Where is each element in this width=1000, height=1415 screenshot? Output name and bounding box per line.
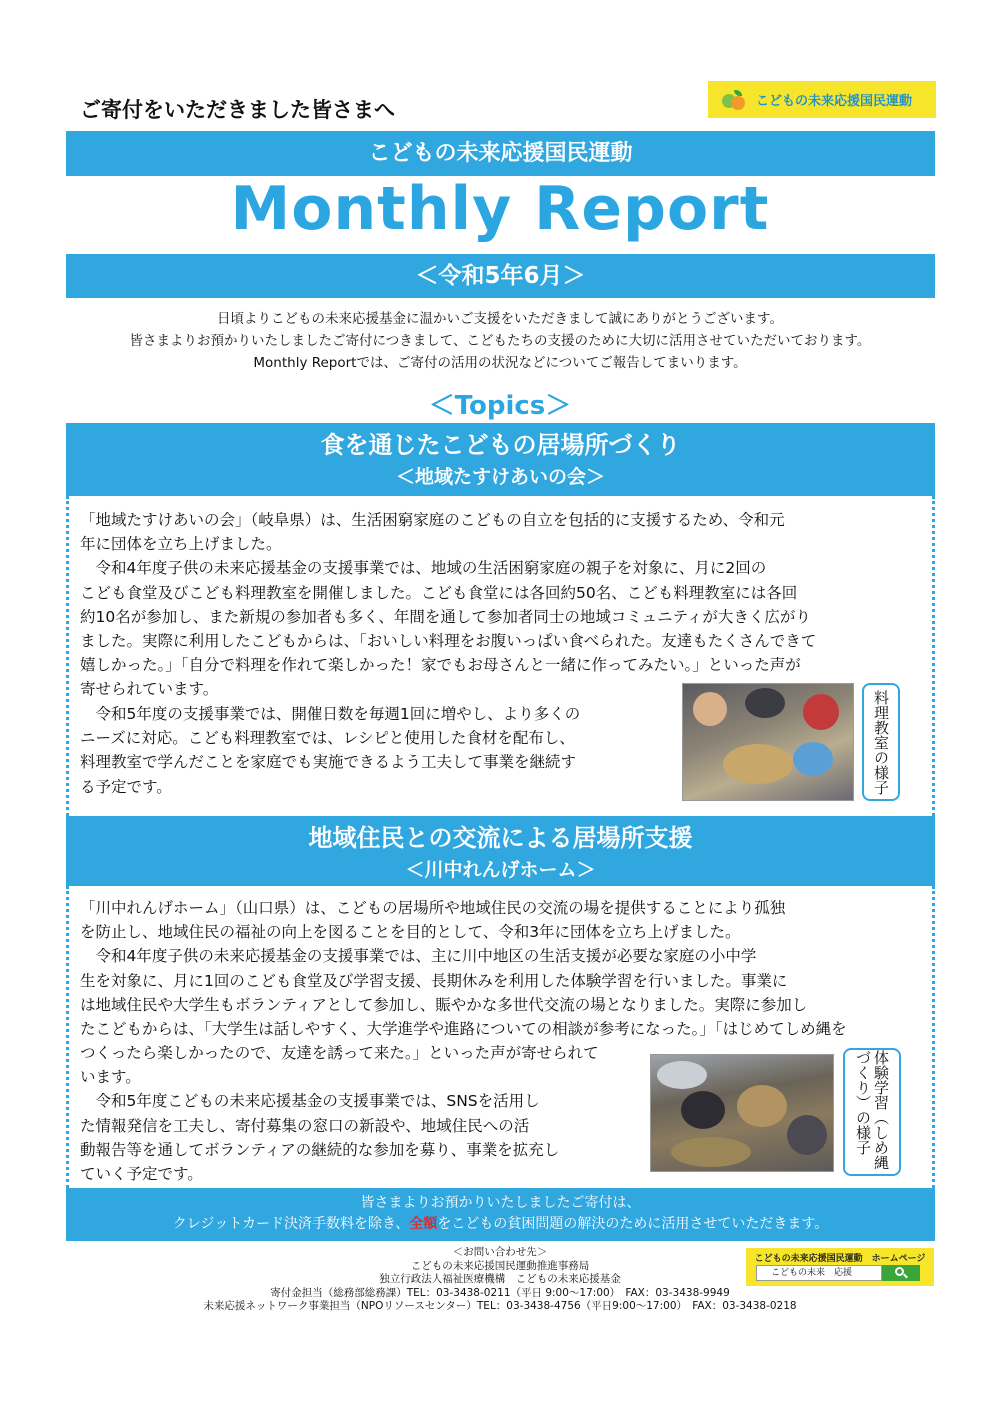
- homepage-search-banner[interactable]: [746, 1248, 934, 1286]
- search-button[interactable]: [882, 1265, 920, 1281]
- section1-title: 食を通じたこどもの居場所づくり: [320, 431, 681, 459]
- text-line: こども食堂及びこども料理教室を開催しました。こども食堂には各回約50名、こども料理教室には各回: [80, 583, 798, 602]
- contact-network: 未来応援ネットワーク事業担当（NPOリソースセンター）TEL：03-3438-4756（平日9:00～17:00） FAX：03-3438-0218: [203, 1300, 797, 1312]
- logo-icon: [722, 90, 748, 110]
- org-band: こどもの未来応援国民運動: [66, 131, 935, 176]
- section1-header: [66, 423, 935, 496]
- text-line: 「地域たすけあいの会」（岐阜県）は、生活困窮家庭のこどもの自立を包括的に支援するため、令和元: [80, 511, 785, 529]
- text-line: ました。実際に利用したこどもからは、「おいしい料理をお腹いっぱい食べられた。友達もたくさんできて: [80, 632, 817, 651]
- text-line: 令和4年度子供の未来応援基金の支援事業では、主に川中地区の生活支援が必要な家庭の小中学: [80, 947, 757, 966]
- cooking-class-photo: [682, 683, 854, 801]
- text-line: る予定です。: [80, 777, 172, 796]
- cooking-class-caption: 料理教室の様子: [862, 683, 900, 801]
- footer-line2-after: をこどもの貧困問題の解決のために活用させていただきます。: [437, 1216, 829, 1232]
- intro-text: [40, 308, 960, 374]
- section2-paragraph-a: [80, 896, 920, 1041]
- homepage-label: こどもの未来応援国民運動 ホームページ: [754, 1254, 926, 1264]
- footer-line2: [66, 1214, 935, 1235]
- intro-line: Monthly Reportでは、ご寄付の活用の状況などについてご報告してまいります。: [253, 355, 747, 371]
- text-line: 令和4年度子供の未来応援基金の支援事業では、地域の生活困窮家庭の親子を対象に、月に2回の: [80, 559, 767, 578]
- section2-paragraph-b: [80, 1041, 640, 1186]
- text-line: 令和5年度こどもの未来応援基金の支援事業では、SNSを活用し: [80, 1092, 540, 1111]
- greeting-heading: ご寄付をいただきました皆さまへ: [80, 98, 395, 122]
- topics-heading: ＜Topics＞: [428, 391, 572, 421]
- shimenawa-workshop-caption: 体験学習（しめ縄づくり）の様子: [843, 1048, 901, 1176]
- text-line: た情報発信を工夫し、寄付募集の窓口の新設や、地域住民への活: [80, 1116, 530, 1135]
- text-line: ていく予定です。: [80, 1165, 203, 1184]
- text-line: 年に団体を立ち上げました。: [80, 535, 282, 554]
- text-line: 令和5年度の支援事業では、開催日数を毎週1回に増やし、より多くの: [80, 705, 581, 723]
- intro-line: 皆さまよりお預かりいたしましたご寄付につきまして、こどもたちの支援のために大切に活用させていただいております。: [129, 333, 871, 349]
- homepage-search-field[interactable]: こどもの未来 応援: [756, 1265, 882, 1281]
- text-line: 生を対象に、月に1回のこども食堂及び学習支援、長期休みを利用した体験学習を行いました。事業に: [80, 971, 788, 990]
- logo-text: こどもの未来応援国民運動: [756, 94, 913, 109]
- footer-line2-before: クレジットカード決済手数料を除き、: [172, 1216, 410, 1232]
- page-title: Monthly Report: [230, 174, 770, 244]
- contact-org: 独立行政法人福祉医療機構 こどもの未来応援基金: [379, 1273, 621, 1285]
- donation-usage-band: [66, 1188, 935, 1241]
- text-line: を防止し、地域住民の福祉の向上を図ることを目的として、令和3年に団体を立ち上げました。: [80, 923, 741, 942]
- text-line: います。: [80, 1068, 141, 1087]
- text-line: 約10名が参加し、また新規の参加者も多く、年間を通して参加者同士の地域コミュニティが大きく広がり: [80, 607, 811, 626]
- section2-subtitle: ＜川中れんげホーム＞: [405, 859, 596, 881]
- text-line: ニーズに対応。こども料理教室では、レシピと使用した食材を配布し、: [80, 729, 575, 748]
- text-line: 寄せられています。: [80, 680, 219, 699]
- month-band: ＜令和5年6月＞: [66, 254, 935, 298]
- text-line: 料理教室で学んだことを家庭でも実施できるよう工夫して事業を継続す: [80, 753, 577, 772]
- text-line: たこどもからは、「大学生は話しやすく、大学進学や進路についての相談が参考になった。」「はじめてしめ縄を: [80, 1020, 847, 1039]
- section2-title: 地域住民との交流による居場所支援: [308, 824, 693, 852]
- section1-paragraph-b: [80, 702, 670, 799]
- text-line: 「川中れんげホーム」（山口県）は、こどもの居場所や地域住民の交流の場を提供することにより孤独: [80, 899, 786, 917]
- footer-line1: 皆さまよりお預かりいたしましたご寄付は、: [360, 1195, 641, 1211]
- contact-donation: 寄付金担当（総務部総務課）TEL：03-3438-0211（平日 9:00～17:00） FAX：03-3438-9949: [270, 1286, 730, 1299]
- text-line: 嬉しかった。」「自分で料理を作れて楽しかった！家でもお母さんと一緒に作ってみたい。」といった声が: [80, 656, 801, 675]
- text-line: つくったら楽しかったので、友達を誘って来た。」といった声が寄せられて: [80, 1044, 599, 1062]
- section2-header: [66, 816, 935, 886]
- text-line: 動報告等を通してボランティアの継続的な参加を募り、事業を拡充し: [80, 1140, 560, 1159]
- contact-heading: ＜お問い合わせ先＞: [452, 1246, 548, 1258]
- footer-highlight: 全額: [409, 1216, 438, 1232]
- intro-line: 日頃よりこどもの未来応援基金に温かいご支援をいただきまして誠にありがとうございます。: [217, 311, 783, 327]
- shimenawa-workshop-photo: [650, 1054, 834, 1172]
- contact-office: こどもの未来応援国民運動推進事務局: [410, 1259, 590, 1272]
- section1-subtitle: ＜地域たすけあいの会＞: [395, 466, 605, 488]
- text-line: は地域住民や大学生もボランティアとして参加し、賑やかな多世代交流の場となりました。実際に参加し: [80, 995, 808, 1014]
- campaign-logo: [708, 81, 936, 118]
- section1-paragraph-a: [80, 508, 920, 702]
